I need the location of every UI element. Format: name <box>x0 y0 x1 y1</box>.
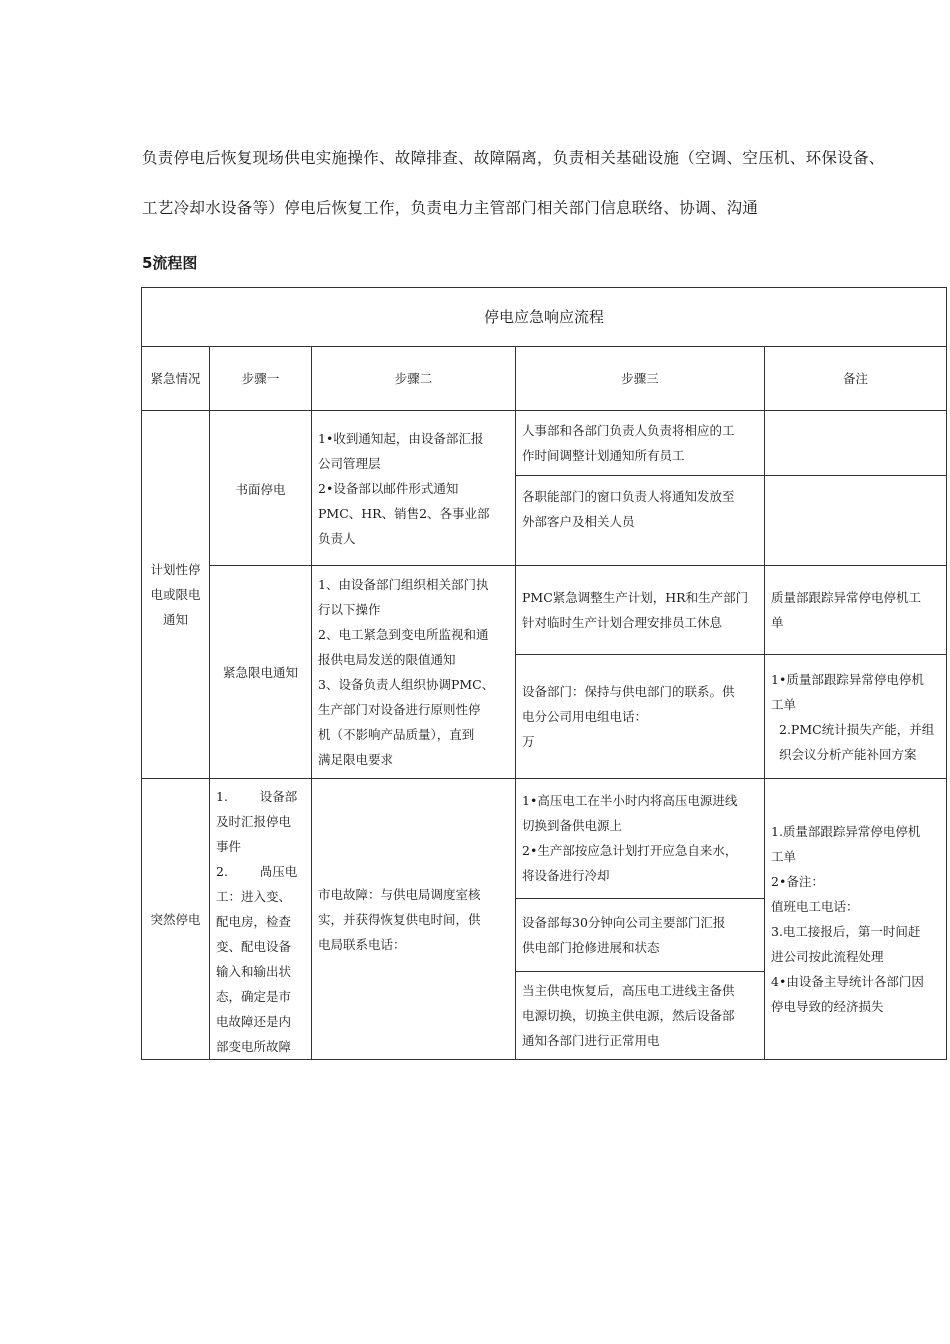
header-note: 备注 <box>765 347 947 411</box>
step3-urgent-a: PMC紧急调整生产计划，HR和生产部门 针对临时生产计划合理安排员工休息 <box>516 566 765 655</box>
body-paragraph-line-2: 工艺冷却水设备等）停电后恢复工作，负责电力主管部门相关部门信息联络、协调、沟通 <box>142 199 759 217</box>
header-step3: 步骤三 <box>516 347 765 411</box>
note-urgent-a: 质量部跟踪异常停电停机工 单 <box>765 566 947 655</box>
step3-sudden-c: 当主供电恢复后，高压电工进线主备供 电源切换，切换主供电源，然后设备部 通知各部门进行正常用电 <box>516 971 765 1059</box>
step2-urgent: 1、由设备部门组织相关部门执 行以下操作 2、电工紧急到变电所监视和通 报供电局发送的限值通知 3、设备负责人组织协调PMC、 生产部门对设备进行原则性停 机（不影响产品质量），直到 满足限电要求 <box>312 566 516 779</box>
header-situation: 紧急情况 <box>142 347 210 411</box>
situation-planned: 计划性停 电或限电 通知 <box>142 411 210 779</box>
flow-table <box>141 287 947 1060</box>
step1-urgent: 紧急限电通知 <box>210 566 312 779</box>
step2-written: 1•收到通知起，由设备部汇报 公司管理层 2•设备部以邮件形式通知 PMC、HR、销售2、各事业部 负责人 <box>312 411 516 566</box>
note-written-a <box>765 411 947 476</box>
header-step2: 步骤二 <box>312 347 516 411</box>
step3-urgent-b: 设备部门：保持与供电部门的联系。供 电分公司用电组电话： 万 <box>516 655 765 779</box>
note-urgent-b: 1•质量部跟踪异常停电停机 工单 2.PMC统计损失产能，并组 织会议分析产能补回方案 <box>765 655 947 779</box>
step3-sudden-b: 设备部每30分钟向公司主要部门汇报 供电部门抢修进展和状态 <box>516 898 765 971</box>
note-sudden: 1.质量部跟踪异常停电停机 工单 2•备注： 值班电工电话： 3.电工接报后，第一时间赶 进公司按此流程处理 4•由设备主导统计各部门因 停电导致的经济损失 <box>765 779 947 1060</box>
body-paragraph-line-1: 负责停电后恢复现场供电实施操作、故障排查、故障隔离，负责相关基础设施（空调、空压机、环保设备、 <box>142 149 885 167</box>
step3-sudden-a: 1•高压电工在半小时内将高压电源进线 切换到备供电源上 2•生产部按应急计划打开应急自来水， 将设备进行冷却 <box>516 779 765 899</box>
section-heading: 5流程图 <box>142 254 198 272</box>
step3-written-b: 各职能部门的窗口负责人将通知发放至 外部客户及相关人员 <box>516 476 765 566</box>
situation-sudden: 突然停电 <box>142 779 210 1060</box>
note-written-b <box>765 476 947 566</box>
step2-sudden: 市电故障：与供电局调度室核 实，并获得恢复供电时间，供 电局联系电话： <box>312 779 516 1060</box>
table-title: 停电应急响应流程 <box>142 288 947 347</box>
step3-written-a: 人事部和各部门负责人负责将相应的工 作时间调整计划通知所有员工 <box>516 411 765 476</box>
header-step1: 步骤一 <box>210 347 312 411</box>
step1-written: 书面停电 <box>210 411 312 566</box>
step1-sudden: 1. 设备部 及时汇报停电 事件 2. 咼压电 工：进入变、 配电房，检查 变、配电设备 输入和输出状 态，确定是市 电故障还是内 部变电所故障 <box>210 779 312 1060</box>
